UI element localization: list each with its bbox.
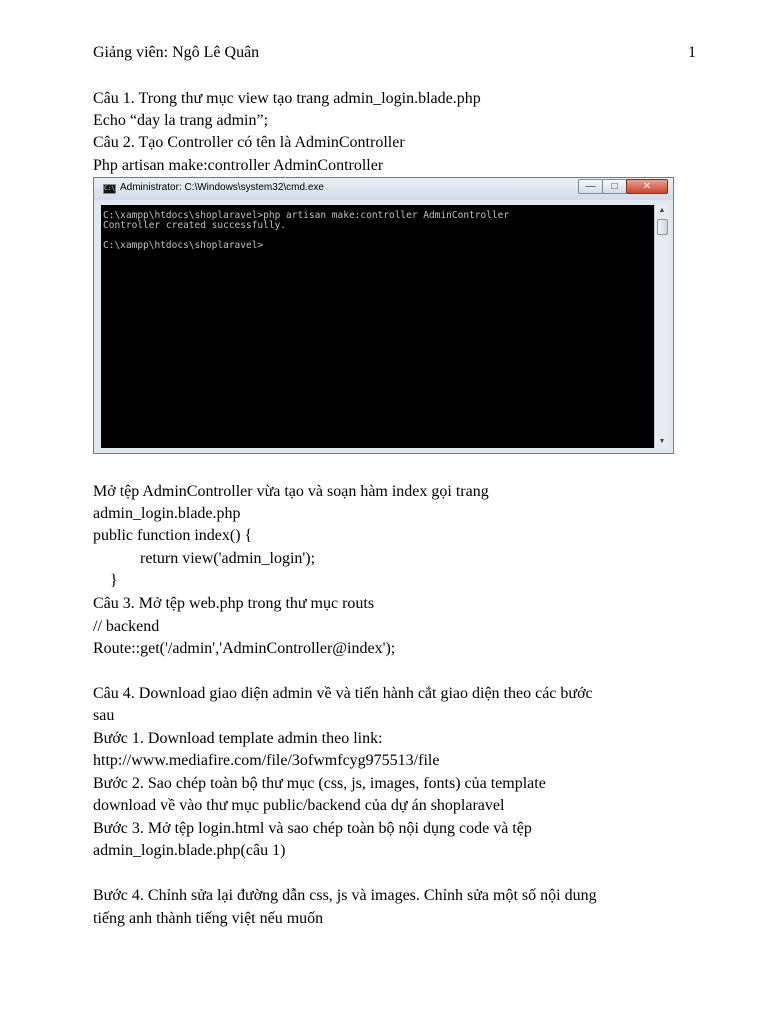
close-button[interactable]: ✕ xyxy=(626,179,668,194)
page-number: 1 xyxy=(688,44,696,61)
cmd-title: Administrator: C:\Windows\system32\cmd.exe xyxy=(120,182,324,193)
step-3: Bước 3. Mở tệp login.html và sao chép toàn bộ nội dụng code và tệp xyxy=(93,820,532,837)
question-1-echo: Echo “day la trang admin”; xyxy=(93,112,269,129)
question-3-heading: Câu 3. Mở tệp web.php trong thư mục routs xyxy=(93,595,375,612)
code-route-definition: Route::get('/admin','AdminController@index'); xyxy=(93,640,396,657)
cmd-line: C:\xampp\htdocs\shoplaravel>php artisan make:controller AdminController xyxy=(103,210,510,221)
step-1: Bước 1. Download template admin theo link: xyxy=(93,730,383,747)
page-header xyxy=(93,44,696,66)
step-2: Bước 2. Sao chép toàn bộ thư mục (css, js, images, fonts) của template xyxy=(93,775,546,792)
cmd-output xyxy=(103,211,509,251)
code-closing-brace: } xyxy=(110,572,118,589)
step-4-cont: tiếng anh thành tiếng việt nếu muốn xyxy=(93,910,324,927)
minimize-button[interactable]: — xyxy=(578,179,603,194)
scroll-down-icon[interactable]: ▼ xyxy=(658,438,666,445)
vertical-scrollbar[interactable] xyxy=(654,205,669,448)
question-2-command: Php artisan make:controller AdminController xyxy=(93,157,384,174)
cmd-window-screenshot xyxy=(93,177,674,454)
code-function-signature: public function index() { xyxy=(93,527,253,544)
scrollbar-thumb[interactable] xyxy=(657,219,668,235)
step-2-cont: download về vào thư mục public/backend của dự án shoplaravel xyxy=(93,797,505,814)
question-4-heading-cont: sau xyxy=(93,707,115,724)
scroll-up-icon[interactable]: ▲ xyxy=(658,207,666,214)
code-comment: // backend xyxy=(93,618,160,635)
cmd-console[interactable] xyxy=(101,205,654,448)
code-return-statement: return view('admin_login'); xyxy=(140,550,316,567)
question-2-heading: Câu 2. Tạo Controller có tên là AdminController xyxy=(93,134,405,151)
cmd-line: C:\xampp\htdocs\shoplaravel> xyxy=(103,240,264,251)
maximize-button[interactable]: □ xyxy=(602,179,627,194)
cmd-line: Controller created successfully. xyxy=(103,220,287,231)
question-1-heading: Câu 1. Trong thư mục view tạo trang admin_login.blade.php xyxy=(93,90,481,107)
step-3-cont: admin_login.blade.php(câu 1) xyxy=(93,842,286,859)
download-link[interactable]: http://www.mediafire.com/file/3ofwmfcyg975513/file xyxy=(93,752,440,769)
step-4: Bước 4. Chỉnh sửa lại đường dẫn css, js và images. Chỉnh sửa một số nội dung xyxy=(93,887,597,904)
question-4-heading: Câu 4. Download giao diện admin về và tiến hành cắt giao diện theo các bước xyxy=(93,685,593,702)
cmd-icon: C:\ xyxy=(104,185,115,192)
cmd-titlebar xyxy=(94,178,673,200)
lecturer-name: Giảng viên: Ngô Lê Quân xyxy=(93,44,260,61)
open-controller-instruction: Mở tệp AdminController vừa tạo và soạn hàm index gọi trang xyxy=(93,483,489,500)
blade-file-name: admin_login.blade.php xyxy=(93,505,241,522)
